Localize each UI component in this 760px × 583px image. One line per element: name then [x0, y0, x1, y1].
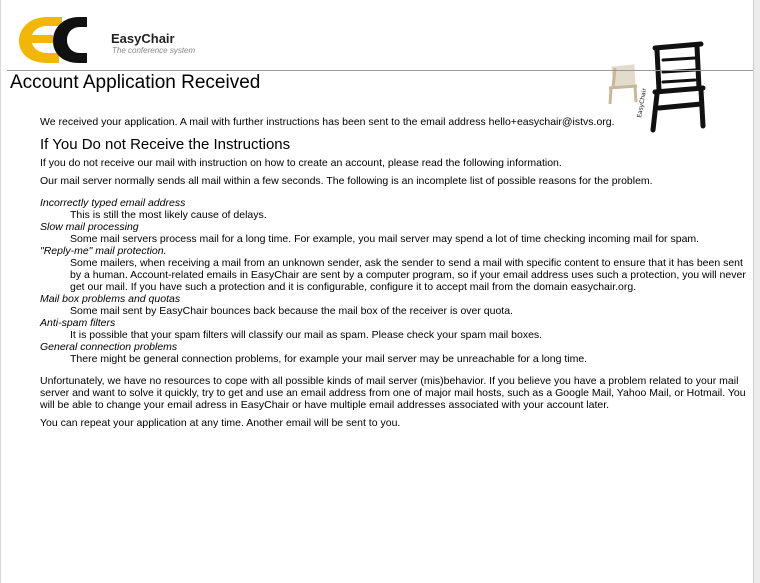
reason-title: General connection problems: [40, 341, 178, 353]
reason-title: Slow mail processing: [40, 221, 139, 233]
reason-title: Mail box problems and quotas: [40, 293, 181, 305]
para-2: Our mail server normally sends all mail within a few seconds. The following is an incomplete list of possible reasons for the problem.: [40, 175, 653, 187]
page-title: Account Application Received: [10, 72, 261, 93]
reason-text: This is still the most likely cause of delays.: [70, 209, 267, 221]
svg-text:EasyChair: EasyChair: [636, 87, 649, 119]
brand-name: EasyChair: [111, 31, 175, 46]
header-divider: [7, 70, 753, 71]
reason-text: Some mail sent by EasyChair bounces back because the mail box of the receiver is over quota.: [70, 305, 513, 317]
reason-title: Anti-spam filters: [40, 317, 116, 329]
para-4: You can repeat your application at any time. Another email will be sent to you.: [40, 417, 401, 429]
small-chair-icon: [609, 66, 637, 104]
reason-text: It is possible that your spam filters will classify our mail as spam. Please check your spam mail boxes.: [70, 329, 543, 341]
reason-title: "Reply-me" mail protection.: [40, 245, 167, 257]
para-1: If you do not receive our mail with instruction on how to create an account, please read the following information.: [40, 157, 562, 169]
section-title: If You Do not Receive the Instructions: [40, 136, 291, 153]
intro-text: We received your application. A mail with further instructions has been sent to the email address hello+easychair@istvs.org.: [40, 116, 615, 128]
reason-text: There might be general connection problems, for example your mail server may be unreachable for a long time.: [70, 353, 588, 365]
reason-text: Some mailers, when receiving a mail from an unknown sender, ask the sender to send a mail with specific content to ensure that it has been sent by a human. Account-related emails in EasyChair are sent by a computer program, so if your email address uses such a protection, you will never get our mail. If you have such a protection and it is configurable, configure it to accept mail from the domain easychair.org.: [70, 257, 746, 293]
reason-text: Some mail servers process mail for a long time. For example, you mail server may spend a lot of time checking incoming mail for spam.: [70, 233, 700, 245]
para-3: Unfortunately, we have no resources to cope with all possible kinds of mail server (mis)behavior. If you believe you have a problem related to your mail server and want to solve it quickly, try to get and use an email address from one of major mail hosts, such as a Google Mail, Yahoo Mail, or Hotmail. You will be able to change your email adress in EasyChair or have multiple email addresses associated with your account later.: [40, 375, 746, 411]
reason-title: Incorrectly typed email address: [40, 197, 186, 209]
main-content: [40, 116, 746, 435]
reasons-list: [40, 197, 746, 365]
brand-tagline: The conference system: [112, 46, 196, 55]
